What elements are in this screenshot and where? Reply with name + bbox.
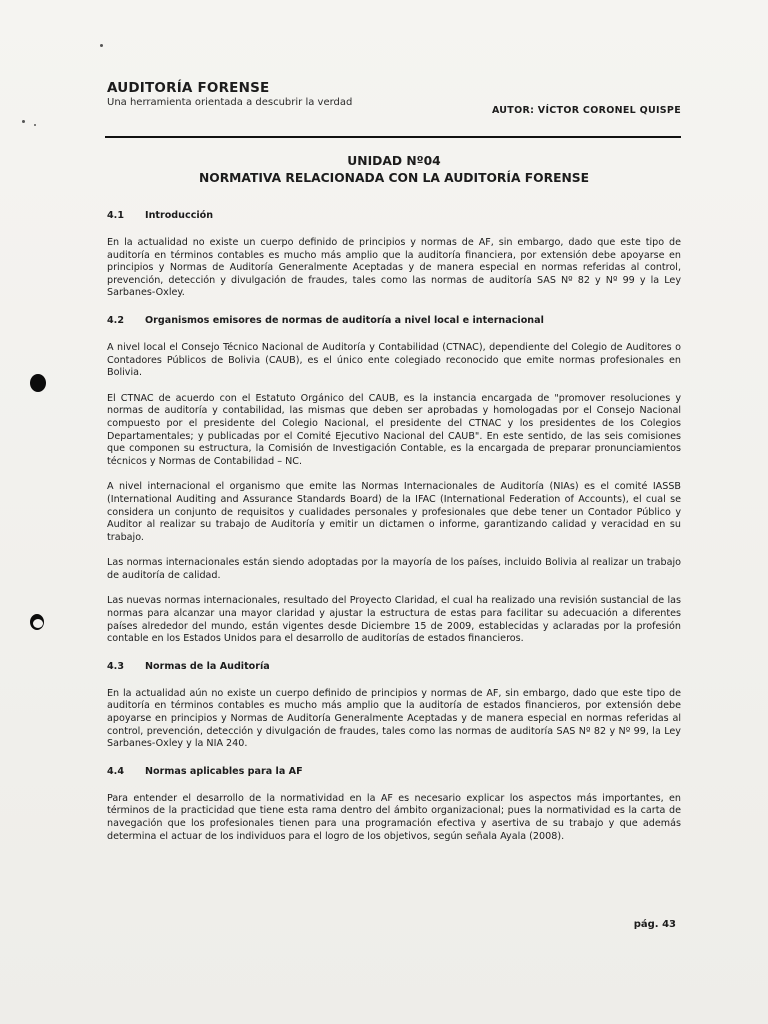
- section-number: 4.4: [107, 765, 124, 777]
- paragraph: El CTNAC de acuerdo con el Estatuto Orgánico del CAUB, es la instancia encargada de "promover resoluciones y normas de auditoría y contabilidad, las mismas que deben ser aprobadas y homologadas por el Consejo Nacional compuesto por el presidente del Colegio Nacional, el presidente del CTNAC y los presidentes de los Colegios Departamentales; y publicadas por el Comité Ejecutivo Nacional del CAUB". En este sentido, de las seis comisiones que componen su estructura, la Comisión de Investigación Contable, es la encargada de preparar pronunciamientos técnicos y Normas de Contabilidad – NC.: [107, 392, 681, 467]
- section-heading: [107, 765, 681, 779]
- unit-number: UNIDAD Nº04: [347, 154, 441, 168]
- paragraph: Para entender el desarrollo de la normatividad en la AF es necesario explicar los aspectos más importantes, en términos de la practicidad que tiene esta rama dentro del ámbito organizacional; pues la normatividad es la carta de navegación que los profesionales tienen para una programación efectiva y asertiva de su trabajo y que además determina el actuar de los individuos para el logro de los objetivos, según señala Ayala (2008).: [107, 792, 681, 842]
- paragraph: Las nuevas normas internacionales, resultado del Proyecto Claridad, el cual ha realizado una revisión sustancial de las normas para alcanzar una mayor claridad y ajustar la estructura de estas para facilitar su adecuación a diferentes países alrededor del mundo, están vigentes desde Diciembre 15 de 2009, establecidas y aclaradas por la profesión contable en los Estados Unidos para el desarrollo de auditorías de estados financieros.: [107, 595, 681, 645]
- header-title: AUDITORÍA FORENSE: [107, 80, 270, 96]
- header-divider: [105, 136, 681, 138]
- section-title: Organismos emisores de normas de auditoría a nivel local e internacional: [145, 314, 544, 326]
- section-title: Normas de la Auditoría: [145, 660, 270, 672]
- paragraph: En la actualidad aún no existe un cuerpo definido de principios y normas de AF, sin embargo, dado que este tipo de auditoría en términos contables es mucho más amplio que la auditoría de estados financieros, por extensión debe apoyarse en principios y Normas de Auditoría Generalmente Aceptadas y de manera especial en normas referidas al control, prevención, detección y divulgación de fraudes, tales como las normas de auditoría SAS Nº 82 y Nº 99, la Ley Sarbanes-Oxley y la NIA 240.: [107, 687, 681, 750]
- document-body: [107, 209, 681, 843]
- paragraph: En la actualidad no existe un cuerpo definido de principios y normas de AF, sin embargo, dado que este tipo de auditoría en términos contables es mucho más amplio que la auditoría financiera, por extensión debe apoyarse en principios y Normas de Auditoría Generalmente Aceptadas y de manera especial en normas referidas al control, prevención, detección y divulgación de fraudes, tales como las normas de auditoría SAS Nº 82 y Nº 99 y la Ley Sarbanes-Oxley.: [107, 237, 681, 299]
- section-heading: [107, 660, 681, 674]
- paragraph: A nivel local el Consejo Técnico Nacional de Auditoría y Contabilidad (CTNAC), dependiente del Colegio de Auditores o Contadores Públicos de Bolivia (CAUB), es el único ente colegiado reconocido que emite normas profesionales en Bolivia.: [107, 341, 681, 379]
- punch-hole-top: [30, 374, 46, 392]
- paper-speck: [22, 120, 25, 123]
- section-heading: [107, 314, 681, 328]
- section-number: 4.3: [107, 660, 124, 672]
- paper-speck: [100, 44, 103, 47]
- paragraph: Las normas internacionales están siendo adoptadas por la mayoría de los países, incluido Bolivia al realizar un trabajo de auditoría de calidad.: [107, 557, 681, 581]
- header-author: AUTOR: VÍCTOR CORONEL QUISPE: [491, 105, 681, 116]
- document-header: [107, 80, 681, 116]
- section-title: Introducción: [145, 210, 214, 221]
- page-number: pág. 43: [633, 919, 676, 930]
- paragraph: A nivel internacional el organismo que emite las Normas Internacionales de Auditoría (NIAs) es el comité IASSB (International Auditing and Assurance Standards Board) de la IFAC (International Federation of Accounts), el cual se considera un conjunto de requisitos y cualidades personales y profesionales que debe tener un Contador Público y Auditor al realizar su trabajo de Auditoría y emitir un dictamen o informe, garantizando calidad y veracidad en su trabajo.: [107, 481, 681, 543]
- unit-title: NORMATIVA RELACIONADA CON LA AUDITORÍA FORENSE: [198, 171, 590, 185]
- punch-hole-bottom: [30, 614, 44, 630]
- section-title: Normas aplicables para la AF: [145, 765, 303, 777]
- section-number: 4.2: [107, 314, 124, 326]
- section-heading: [107, 209, 681, 223]
- paper-speck: [34, 124, 36, 126]
- section-number: 4.1: [107, 210, 124, 221]
- header-subtitle: Una herramienta orientada a descubrir la verdad: [107, 97, 353, 108]
- unit-heading: [107, 153, 681, 187]
